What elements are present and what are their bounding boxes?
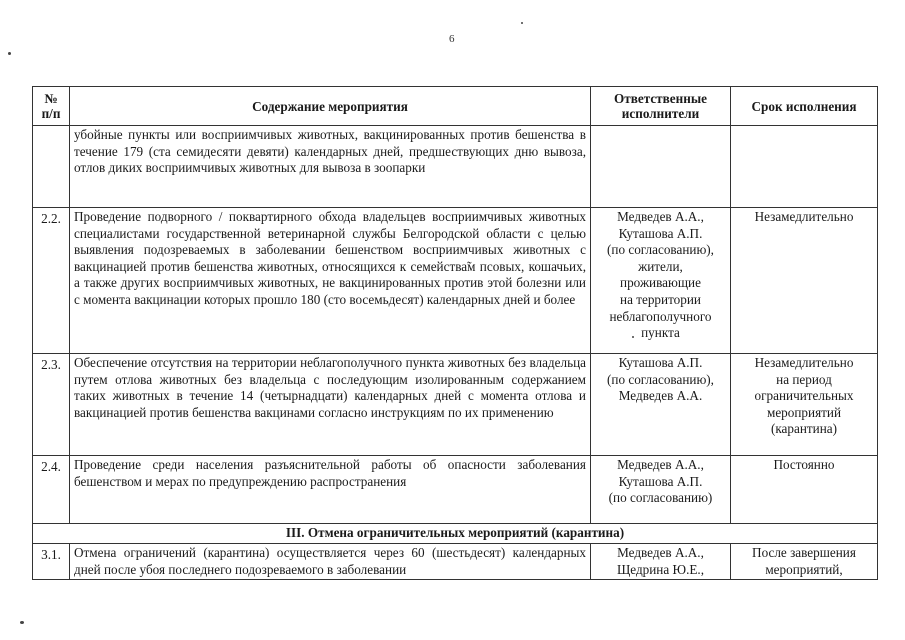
row-responsible (591, 126, 731, 208)
table-row (33, 544, 878, 580)
row-responsible: Куташова А.П. (по согласованию), Медведев А.А. (591, 354, 731, 456)
section-title: III. Отмена ограничительных мероприятий (карантина) (33, 524, 878, 544)
row-deadline (731, 126, 878, 208)
row-content: убойные пункты или восприимчивых животных, вакцинированных против бешенства в течение 179 (ста семидесяти девяти) календарных дней, предшествующих дню вывоза, отлов диких восприимчивых животных для вывоза в зоопарки (70, 126, 591, 208)
table-header-row (33, 87, 878, 126)
row-deadline: Незамедлительно на период ограничительных мероприятий (карантина) (731, 354, 878, 456)
row-num: 3.1. (33, 544, 70, 580)
row-content: Проведение среди населения разъяснительной работы об опасности заболевания бешенством и мерах по предупреждению распространения (70, 456, 591, 524)
row-deadline: Незамедлительно (731, 208, 878, 354)
scan-speck (521, 22, 523, 24)
row-responsible: Медведев А.А., Куташова А.П. (по согласованию) (591, 456, 731, 524)
row-deadline: Постоянно (731, 456, 878, 524)
row-num: 2.2. (33, 208, 70, 354)
header-responsible: Ответственные исполнители (591, 87, 731, 126)
row-content: Отмена ограничений (карантина) осуществляется через 60 (шестьдесят) календарных дней после убоя последнего подозреваемого в заболевании (70, 544, 591, 580)
row-responsible: Медведев А.А., Щедрина Ю.Е., (591, 544, 731, 580)
row-num: 2.4. (33, 456, 70, 524)
row-responsible: Медведев А.А., Куташова А.П. (по согласованию), жители, проживающие на территории неблагополучного пункта (591, 208, 731, 354)
row-content: Проведение подворного / поквартирного обхода владельцев восприимчивых животных специалистами государственной ветеринарной службы Белгородской области с целью выявления подозреваемых в заболевании бешенством восприимчивых животных с вакцинацией против бешенства животных, относящихся к семейства̃м псовых, кошачьих, а также других восприимчивых животных, не вакцинированных против этой болезни или с момента вакцинации которых прошло 180 (сто восемьдесят) календарных дней и более (70, 208, 591, 354)
table-row (33, 126, 878, 208)
table-row (33, 354, 878, 456)
row-deadline: После завершения мероприятий, (731, 544, 878, 580)
section-header-row (33, 524, 878, 544)
table-row (33, 208, 878, 354)
row-num: 2.3. (33, 354, 70, 456)
page-number: 6 (449, 33, 455, 45)
header-num: № п/п (33, 87, 70, 126)
header-deadline: Срок исполнения (731, 87, 878, 126)
measures-table (32, 86, 878, 580)
row-content: Обеспечение отсутствия на территории неблагополучного пункта животных без владельца путем отлова животных без владельца с последующим изолированным содержанием таких животных в течение 14 (четырнадцати) календарных дней с момента отлова и вакцинацией против бешенства вакцинами согласно инструкциям по их применению (70, 354, 591, 456)
scan-speck (20, 621, 24, 624)
table-row (33, 456, 878, 524)
scan-speck (8, 52, 11, 55)
header-content: Содержание мероприятия (70, 87, 591, 126)
row-num (33, 126, 70, 208)
